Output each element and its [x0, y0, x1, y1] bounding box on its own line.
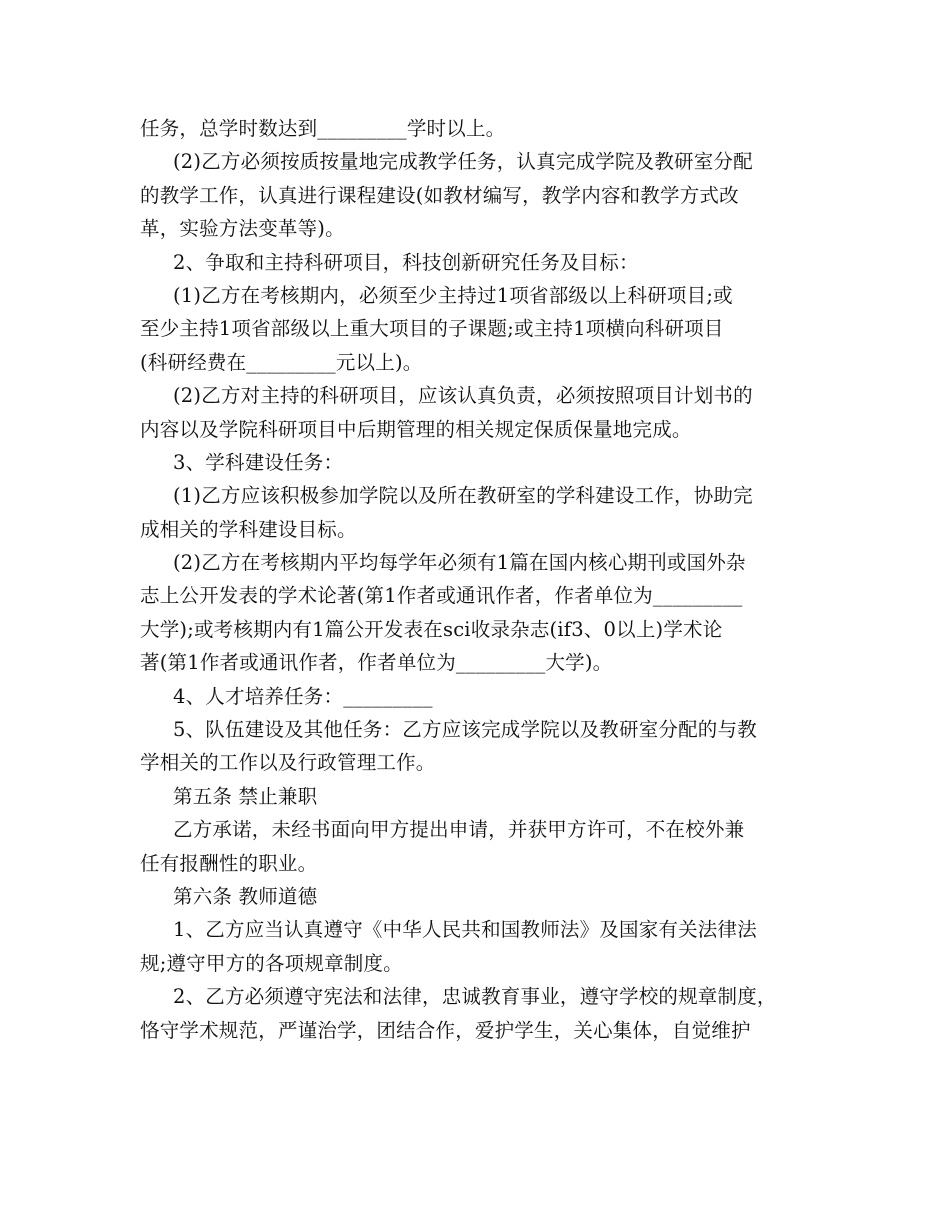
- text-line: 著(第1作者或通讯作者，作者单位为_________大学)。: [140, 651, 613, 675]
- section-heading: 3、学科建设任务：: [173, 450, 344, 474]
- text-line: 至少主持1项省部级以上重大项目的子课题;或主持1项横向科研项目: [140, 317, 724, 341]
- text-line: (科研经费在_________元以上)。: [140, 350, 423, 374]
- text-line: (2)乙方必须按质按量地完成教学任务，认真完成学院及教研室分配: [173, 150, 753, 174]
- section-heading: 5、队伍建设及其他任务：乙方应该完成学院以及教研室分配的与教: [173, 718, 757, 742]
- document-page: [140, 112, 820, 1047]
- text-line: (2)乙方对主持的科研项目，应该认真负责，必须按照项目计划书的: [173, 384, 753, 408]
- text-line: 规;遵守甲方的各项规章制度。: [140, 951, 403, 975]
- text-line: 任有报酬性的职业。: [140, 851, 318, 875]
- text-line: 的教学工作，认真进行课程建设(如教材编写，教学内容和教学方式改: [140, 183, 739, 207]
- text-line: 学相关的工作以及行政管理工作。: [140, 751, 436, 775]
- text-line: 成相关的学科建设目标。: [140, 517, 357, 541]
- text-line: 革，实验方法变革等)。: [140, 217, 345, 241]
- text-line: 乙方承诺，未经书面向甲方提出申请，并获甲方许可，不在校外兼: [173, 818, 745, 842]
- text-line: 内容以及学院科研项目中后期管理的相关规定保质保量地完成。: [140, 417, 692, 441]
- text-line: 2、乙方必须遵守宪法和法律，忠诚教育事业，遵守学校的规章制度，: [173, 985, 777, 1009]
- text-line: 恪守学术规范，严谨治学，团结合作，爱护学生，关心集体，自觉维护: [140, 1018, 751, 1042]
- text-line: 志上公开发表的学术论著(第1作者或通讯作者，作者单位为_________: [140, 584, 743, 608]
- article-heading: 第五条 禁止兼职: [173, 784, 318, 808]
- section-heading: 2、争取和主持科研项目，科技创新研究任务及目标：: [173, 250, 639, 274]
- text-line: (1)乙方应该积极参加学院以及所在教研室的学科建设工作，协助完: [173, 484, 753, 508]
- text-line: (1)乙方在考核期内，必须至少主持过1项省部级以上科研项目;或: [173, 283, 733, 307]
- text-line: 任务，总学时数达到_________学时以上。: [140, 117, 506, 140]
- text-line: (2)乙方在考核期内平均每学年必须有1篇在国内核心期刊或国外杂: [173, 551, 746, 575]
- text-line: 1、乙方应当认真遵守《中华人民共和国教师法》及国家有关法律法: [173, 918, 757, 942]
- section-heading: 4、人才培养任务：_________: [173, 684, 433, 708]
- text-line: 大学);或考核期内有1篇公开发表在sci收录杂志(if3、0以上)学术论: [140, 617, 723, 641]
- article-heading: 第六条 教师道德: [173, 884, 318, 908]
